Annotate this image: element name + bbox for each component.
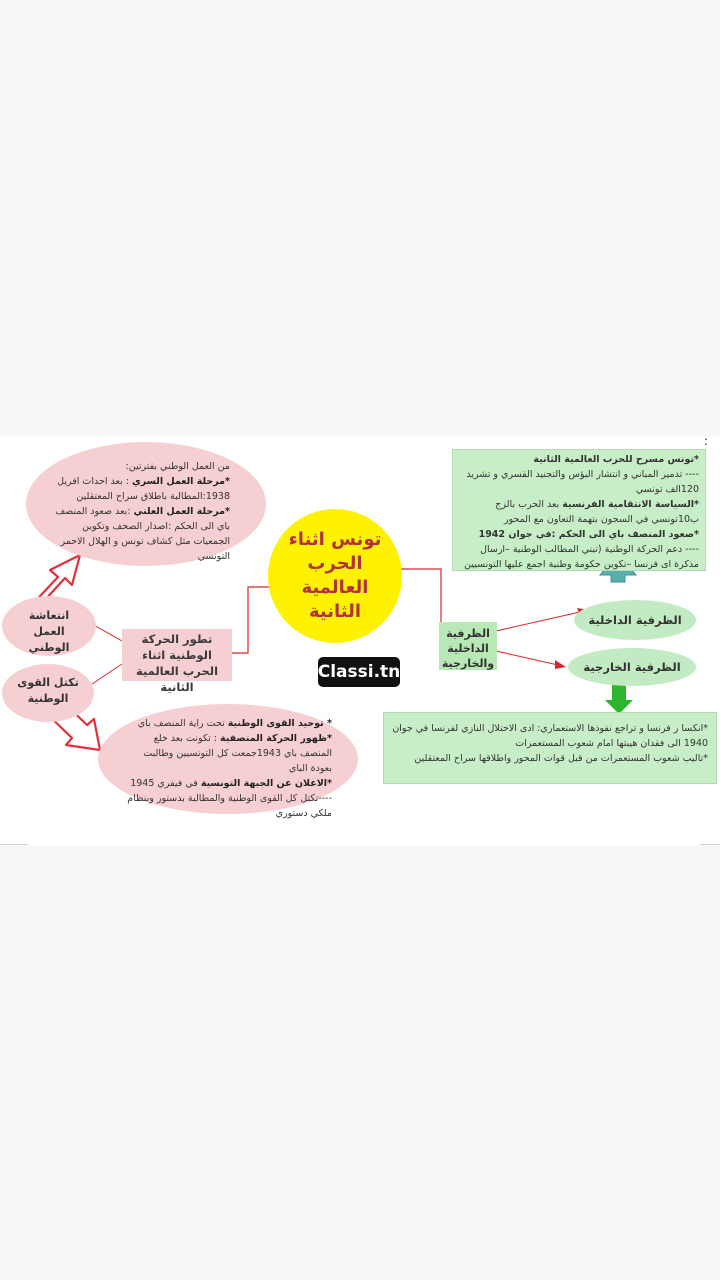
secret-phase-text: : بعد احداث افريل 1938:المطالبة باطلاق سراح المعتقلين	[57, 476, 230, 502]
node-unity-label: تكتل القوى الوطنية	[17, 676, 79, 705]
external-conditions-details	[383, 712, 717, 784]
war-destruction: ---- تدمير المباني و انتشار البؤس والتجنيد القسري و تشريد 120الف تونسي	[466, 469, 699, 495]
axis-incitement: *تاليب شعوب المستعمرات من قبل قوات المحور واطلاقها سراح المعتقلين	[414, 753, 708, 764]
front-label: *الاعلان عن الجبهة التونسية	[200, 778, 332, 789]
connector-revival-center	[92, 624, 122, 641]
conditions-label: الظرفية الداخلية والخارجية	[441, 627, 495, 670]
ellipse-intro: من العمل الوطني بفترتين:	[125, 461, 230, 472]
front-text: في فيفري 1945	[130, 778, 201, 789]
secret-phase-label: *مرحلة العمل السري	[131, 476, 230, 487]
divider-right	[700, 844, 720, 845]
revenge-policy-text: بعد الحرب بالزج ب10تونسي في السجون بتهمة التعاون مع المحور	[495, 499, 699, 525]
moncef-support: ---- دعم الحركة الوطنية (تبني المطالب الوطنية –ارسال مذكرة اى فرنسا –تكوين حكومة وطنية اجمع عليها التونسيين	[464, 544, 699, 570]
divider-left	[0, 844, 28, 845]
diagram-area	[0, 436, 720, 846]
bottom-left-ellipse	[98, 704, 358, 819]
external-pill-label: الظرفية الخارجية	[583, 660, 681, 674]
arrow-to-external	[496, 651, 566, 669]
external-pill	[568, 648, 696, 686]
corner-mark: :	[704, 434, 709, 448]
watermark-logo	[318, 657, 400, 687]
page-title: تونس اثناء الحرب العالمية الثانية	[288, 529, 382, 622]
national-movement-box	[122, 629, 232, 694]
theater-of-war: *تونس مسرح للحرب العالمية الثانية	[533, 454, 699, 465]
moncefism-text: : تكونت بعد خلع المنصف باي 1943جمعت كل التونسيين وطالبت بعودة الباي	[143, 733, 332, 774]
revenge-policy-label: *السياسة الانتقامية الفرنسية	[562, 499, 699, 510]
connector-center-title	[232, 587, 277, 653]
connector-unity-center	[92, 664, 122, 684]
unity-label: * توحيد القوى الوطنية	[227, 718, 332, 729]
node-unity	[2, 664, 94, 722]
title-circle	[268, 509, 402, 643]
internal-pill-label: الظرفية الداخلية	[588, 613, 682, 627]
front-detail: ----تكتل كل القوى الوطنية والمطالبة بدستور وبنظام ملكي دستوري	[127, 793, 332, 819]
internal-pill	[574, 600, 696, 640]
moncef-rise: *صعود المنصف باي الى الحكم :في جوان 1942	[478, 529, 699, 540]
node-revival-label: انتعاشة العمل الوطني	[28, 609, 70, 654]
connector-title-conditions	[400, 569, 441, 622]
top-left-ellipse	[26, 442, 266, 566]
public-phase-text: :بعد صعود المنصف باي الى الحكم :اصدار الصحف وتكوين الجمعيات مثل كشاف تونس و الهلال الاحمر التونسي	[55, 506, 230, 562]
arrow-down-green-icon	[605, 684, 633, 714]
public-phase-label: *مرحلة العمل العلني	[133, 506, 230, 517]
internal-conditions-details	[452, 449, 706, 571]
moncefism-label: *ظهور الحركة المنصفية	[219, 733, 332, 744]
france-defeat: *انكسا ر فرنسا و تراجع نفوذها الاستعماري: ادى الاحتلال النازي لفرنسا في جوان 1940 الى فقدان هيبتها امام شعوب المستعمرات	[392, 723, 708, 749]
conditions-box	[439, 622, 497, 670]
unity-text: تحت راية المنصف باي	[137, 718, 228, 729]
node-revival	[2, 596, 96, 656]
watermark-text: Classi.tn	[317, 662, 401, 682]
national-movement-label: تطور الحركة الوطنية اثناء الحرب العالمية الثانية	[135, 632, 219, 694]
